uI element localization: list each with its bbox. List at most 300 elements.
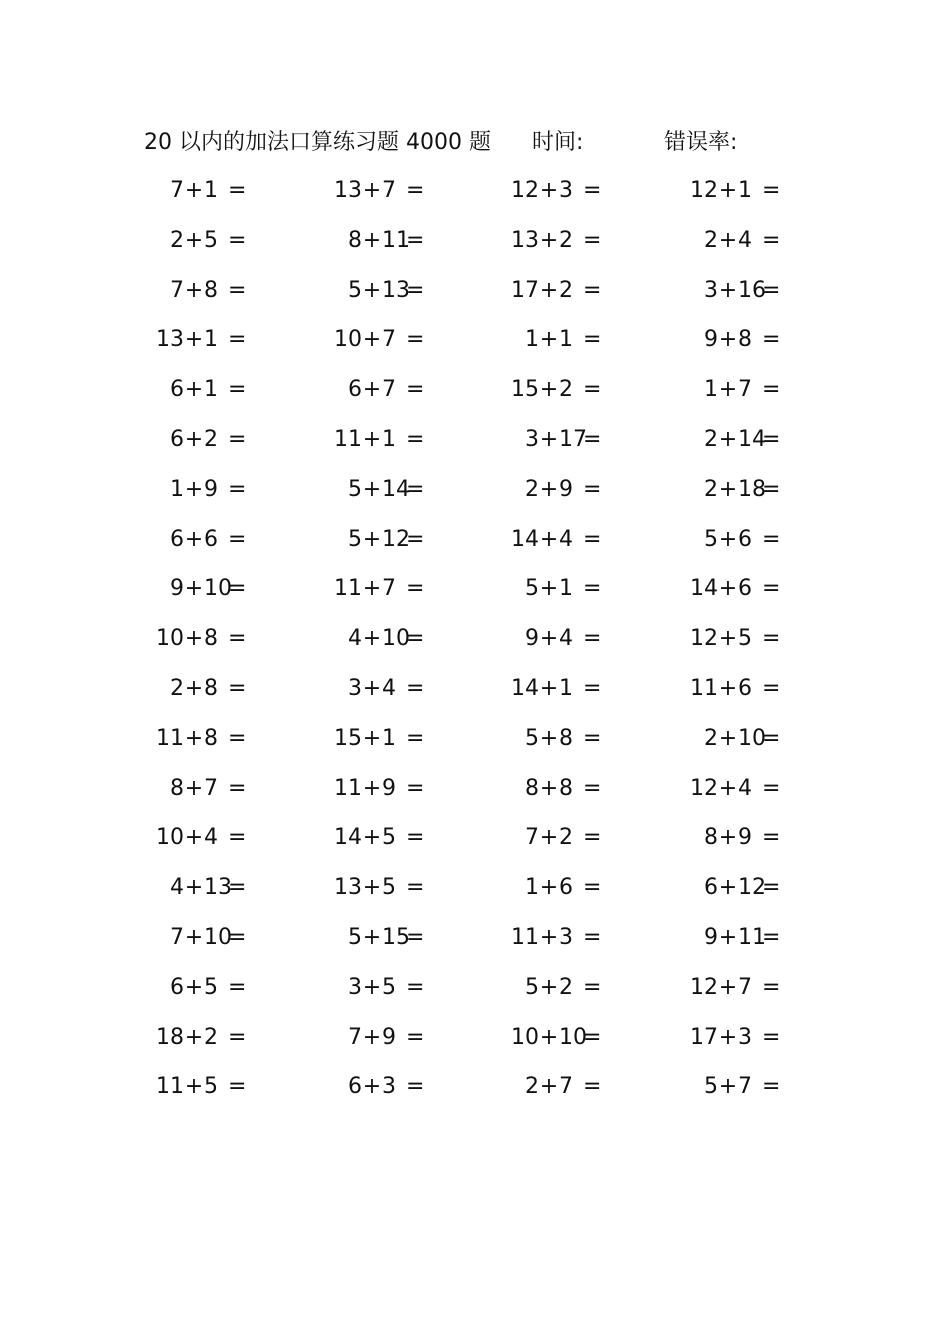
addition-problem <box>505 216 602 266</box>
equals-sign: = <box>228 1074 247 1100</box>
plus-sign: + <box>362 327 382 353</box>
plus-sign: + <box>539 526 559 552</box>
equals-sign: = <box>228 974 247 1000</box>
second-addend: 1 <box>559 676 573 701</box>
equals-sign: = <box>762 327 781 353</box>
problem-row <box>0 1062 950 1112</box>
plus-sign: + <box>362 576 382 602</box>
addition-problem <box>684 614 781 664</box>
addition-problem <box>505 266 602 316</box>
plus-sign: + <box>184 875 204 901</box>
plus-sign: + <box>362 476 382 502</box>
first-addend: 4 <box>348 626 362 652</box>
equals-sign: = <box>583 676 602 701</box>
second-addend: 2 <box>204 427 218 452</box>
first-addend: 14 <box>690 576 718 602</box>
addition-problem <box>684 913 781 963</box>
addition-problem <box>505 315 602 365</box>
first-addend: 5 <box>348 476 362 502</box>
equals-sign: = <box>583 925 602 950</box>
problem-row <box>0 863 950 913</box>
addition-problem <box>328 714 425 764</box>
plus-sign: + <box>184 178 204 203</box>
second-addend: 1 <box>382 427 396 452</box>
equals-sign: = <box>406 925 425 950</box>
first-addend: 12 <box>511 178 539 203</box>
equals-sign: = <box>583 476 602 502</box>
worksheet-title: 20 以内的加法口算练习题 4000 题 <box>144 130 491 155</box>
addition-problem <box>328 216 425 266</box>
second-addend: 3 <box>559 178 573 203</box>
first-addend: 2 <box>704 427 718 452</box>
addition-problem <box>328 365 425 415</box>
problem-row <box>0 266 950 316</box>
plus-sign: + <box>362 1024 382 1050</box>
first-addend: 10 <box>334 327 362 353</box>
plus-sign: + <box>539 725 559 751</box>
first-addend: 17 <box>511 277 539 303</box>
addition-problem <box>505 863 602 913</box>
first-addend: 7 <box>170 925 184 950</box>
first-addend: 3 <box>348 974 362 1000</box>
problem-row <box>0 465 950 515</box>
addition-problem <box>150 714 247 764</box>
first-addend: 14 <box>511 676 539 701</box>
second-addend: 9 <box>382 1024 396 1050</box>
second-addend: 2 <box>559 227 573 253</box>
plus-sign: + <box>539 875 559 901</box>
addition-problem <box>505 564 602 614</box>
addition-problem <box>150 1062 247 1112</box>
plus-sign: + <box>184 974 204 1000</box>
plus-sign: + <box>184 327 204 353</box>
plus-sign: + <box>539 925 559 950</box>
second-addend: 8 <box>738 327 752 353</box>
addition-problem <box>505 515 602 565</box>
plus-sign: + <box>184 1024 204 1050</box>
plus-sign: + <box>539 775 559 801</box>
plus-sign: + <box>718 227 738 253</box>
addition-problem <box>505 415 602 465</box>
problem-row <box>0 216 950 266</box>
first-addend: 18 <box>156 1024 184 1050</box>
plus-sign: + <box>362 974 382 1000</box>
plus-sign: + <box>539 277 559 303</box>
plus-sign: + <box>184 277 204 303</box>
plus-sign: + <box>362 277 382 303</box>
second-addend: 6 <box>738 676 752 701</box>
equals-sign: = <box>583 775 602 801</box>
first-addend: 6 <box>170 974 184 1000</box>
equals-sign: = <box>583 725 602 751</box>
equals-sign: = <box>406 526 425 552</box>
first-addend: 7 <box>348 1024 362 1050</box>
second-addend: 1 <box>204 178 218 203</box>
equals-sign: = <box>762 725 781 751</box>
first-addend: 8 <box>170 775 184 801</box>
equals-sign: = <box>762 825 781 851</box>
equals-sign: = <box>406 875 425 901</box>
first-addend: 11 <box>334 775 362 801</box>
addition-problem <box>150 365 247 415</box>
plus-sign: + <box>362 875 382 901</box>
plus-sign: + <box>539 626 559 652</box>
second-addend: 6 <box>204 526 218 552</box>
first-addend: 5 <box>348 277 362 303</box>
second-addend: 14 <box>738 427 766 452</box>
first-addend: 2 <box>170 227 184 253</box>
first-addend: 13 <box>511 227 539 253</box>
equals-sign: = <box>762 178 781 203</box>
addition-problem <box>150 764 247 814</box>
second-addend: 10 <box>204 576 232 602</box>
second-addend: 1 <box>559 327 573 353</box>
problem-row <box>0 365 950 415</box>
addition-problem <box>684 1062 781 1112</box>
second-addend: 10 <box>204 925 232 950</box>
second-addend: 1 <box>559 576 573 602</box>
addition-problem <box>328 1013 425 1063</box>
second-addend: 5 <box>204 1074 218 1100</box>
equals-sign: = <box>228 476 247 502</box>
equals-sign: = <box>406 227 425 253</box>
first-addend: 5 <box>525 974 539 1000</box>
second-addend: 8 <box>204 676 218 701</box>
plus-sign: + <box>362 227 382 253</box>
addition-problem <box>328 764 425 814</box>
equals-sign: = <box>583 626 602 652</box>
equals-sign: = <box>228 277 247 303</box>
equals-sign: = <box>406 725 425 751</box>
first-addend: 13 <box>156 327 184 353</box>
second-addend: 6 <box>738 526 752 552</box>
plus-sign: + <box>718 825 738 851</box>
problem-row <box>0 614 950 664</box>
addition-problem <box>150 913 247 963</box>
problem-row <box>0 813 950 863</box>
addition-problem <box>505 664 602 714</box>
equals-sign: = <box>406 775 425 801</box>
plus-sign: + <box>718 626 738 652</box>
addition-problem <box>684 515 781 565</box>
addition-problem <box>684 813 781 863</box>
second-addend: 3 <box>559 925 573 950</box>
plus-sign: + <box>539 1074 559 1100</box>
equals-sign: = <box>228 1024 247 1050</box>
plus-sign: + <box>184 227 204 253</box>
first-addend: 2 <box>170 676 184 701</box>
equals-sign: = <box>406 427 425 452</box>
addition-problem <box>505 963 602 1013</box>
equals-sign: = <box>583 327 602 353</box>
plus-sign: + <box>184 576 204 602</box>
second-addend: 16 <box>738 277 766 303</box>
equals-sign: = <box>583 427 602 452</box>
second-addend: 8 <box>204 277 218 303</box>
plus-sign: + <box>718 974 738 1000</box>
addition-problem <box>684 764 781 814</box>
second-addend: 2 <box>559 825 573 851</box>
plus-sign: + <box>362 178 382 203</box>
plus-sign: + <box>184 725 204 751</box>
plus-sign: + <box>718 377 738 403</box>
problem-row <box>0 963 950 1013</box>
plus-sign: + <box>718 576 738 602</box>
addition-problem <box>328 465 425 515</box>
addition-problem <box>150 963 247 1013</box>
second-addend: 13 <box>204 875 232 901</box>
addition-problem <box>150 166 247 216</box>
addition-problem <box>328 415 425 465</box>
second-addend: 5 <box>382 825 396 851</box>
addition-problem <box>150 1013 247 1063</box>
first-addend: 12 <box>690 626 718 652</box>
first-addend: 12 <box>690 775 718 801</box>
addition-problem <box>150 315 247 365</box>
addition-problem <box>328 166 425 216</box>
equals-sign: = <box>228 925 247 950</box>
plus-sign: + <box>539 825 559 851</box>
plus-sign: + <box>539 1024 559 1050</box>
addition-problem <box>684 1013 781 1063</box>
addition-problem <box>150 614 247 664</box>
plus-sign: + <box>718 676 738 701</box>
equals-sign: = <box>406 377 425 403</box>
plus-sign: + <box>184 825 204 851</box>
second-addend: 2 <box>559 974 573 1000</box>
addition-problem <box>684 365 781 415</box>
second-addend: 8 <box>559 725 573 751</box>
first-addend: 2 <box>704 725 718 751</box>
equals-sign: = <box>762 576 781 602</box>
equals-sign: = <box>762 227 781 253</box>
addition-problem <box>684 315 781 365</box>
equals-sign: = <box>228 227 247 253</box>
first-addend: 15 <box>511 377 539 403</box>
equals-sign: = <box>228 576 247 602</box>
equals-sign: = <box>583 1024 602 1050</box>
plus-sign: + <box>539 327 559 353</box>
equals-sign: = <box>583 277 602 303</box>
equals-sign: = <box>228 178 247 203</box>
equals-sign: = <box>762 626 781 652</box>
addition-problem <box>684 664 781 714</box>
addition-problem <box>505 1013 602 1063</box>
problem-row <box>0 1013 950 1063</box>
error-rate-label: 错误率: <box>664 130 738 155</box>
addition-problem <box>328 913 425 963</box>
second-addend: 8 <box>204 725 218 751</box>
plus-sign: + <box>362 725 382 751</box>
addition-problem <box>150 465 247 515</box>
equals-sign: = <box>228 427 247 452</box>
first-addend: 2 <box>525 476 539 502</box>
addition-problem <box>328 963 425 1013</box>
first-addend: 6 <box>348 377 362 403</box>
first-addend: 6 <box>170 377 184 403</box>
addition-problem <box>328 515 425 565</box>
plus-sign: + <box>184 676 204 701</box>
plus-sign: + <box>718 327 738 353</box>
first-addend: 11 <box>690 676 718 701</box>
addition-problem <box>150 664 247 714</box>
addition-problem <box>505 465 602 515</box>
first-addend: 9 <box>704 327 718 353</box>
equals-sign: = <box>228 725 247 751</box>
first-addend: 1 <box>525 875 539 901</box>
second-addend: 1 <box>382 725 396 751</box>
second-addend: 7 <box>382 377 396 403</box>
first-addend: 5 <box>704 1074 718 1100</box>
problem-row <box>0 315 950 365</box>
second-addend: 4 <box>559 526 573 552</box>
first-addend: 9 <box>525 626 539 652</box>
first-addend: 13 <box>334 875 362 901</box>
plus-sign: + <box>362 775 382 801</box>
addition-problem <box>505 614 602 664</box>
second-addend: 4 <box>382 676 396 701</box>
equals-sign: = <box>406 327 425 353</box>
equals-sign: = <box>762 427 781 452</box>
addition-problem <box>328 564 425 614</box>
problem-row <box>0 913 950 963</box>
addition-problem <box>684 216 781 266</box>
addition-problem <box>684 166 781 216</box>
addition-problem <box>505 764 602 814</box>
addition-problem <box>328 614 425 664</box>
problem-row <box>0 415 950 465</box>
first-addend: 12 <box>690 974 718 1000</box>
second-addend: 10 <box>738 725 766 751</box>
plus-sign: + <box>184 377 204 403</box>
equals-sign: = <box>762 377 781 403</box>
equals-sign: = <box>406 576 425 602</box>
second-addend: 9 <box>382 775 396 801</box>
equals-sign: = <box>762 676 781 701</box>
addition-problem <box>684 963 781 1013</box>
addition-problem <box>150 564 247 614</box>
addition-problem <box>684 863 781 913</box>
equals-sign: = <box>762 1024 781 1050</box>
first-addend: 10 <box>511 1024 539 1050</box>
addition-problem <box>150 863 247 913</box>
equals-sign: = <box>228 875 247 901</box>
equals-sign: = <box>583 875 602 901</box>
plus-sign: + <box>362 1074 382 1100</box>
second-addend: 2 <box>204 1024 218 1050</box>
equals-sign: = <box>583 526 602 552</box>
addition-problem <box>150 415 247 465</box>
plus-sign: + <box>539 427 559 452</box>
equals-sign: = <box>762 875 781 901</box>
second-addend: 5 <box>738 626 752 652</box>
first-addend: 7 <box>170 178 184 203</box>
plus-sign: + <box>539 576 559 602</box>
first-addend: 7 <box>170 277 184 303</box>
first-addend: 9 <box>704 925 718 950</box>
first-addend: 5 <box>525 576 539 602</box>
addition-problem <box>328 813 425 863</box>
equals-sign: = <box>406 825 425 851</box>
problem-row <box>0 564 950 614</box>
plus-sign: + <box>718 775 738 801</box>
addition-problem <box>505 166 602 216</box>
first-addend: 8 <box>525 775 539 801</box>
first-addend: 2 <box>704 227 718 253</box>
second-addend: 11 <box>382 227 410 253</box>
first-addend: 11 <box>511 925 539 950</box>
equals-sign: = <box>583 377 602 403</box>
plus-sign: + <box>362 377 382 403</box>
first-addend: 2 <box>525 1074 539 1100</box>
equals-sign: = <box>583 825 602 851</box>
second-addend: 11 <box>738 925 766 950</box>
addition-problem <box>684 465 781 515</box>
equals-sign: = <box>228 526 247 552</box>
second-addend: 1 <box>204 377 218 403</box>
first-addend: 6 <box>348 1074 362 1100</box>
addition-problem <box>150 216 247 266</box>
second-addend: 7 <box>738 1074 752 1100</box>
equals-sign: = <box>583 576 602 602</box>
second-addend: 6 <box>738 576 752 602</box>
second-addend: 5 <box>382 875 396 901</box>
equals-sign: = <box>406 1024 425 1050</box>
plus-sign: + <box>718 1024 738 1050</box>
first-addend: 13 <box>334 178 362 203</box>
second-addend: 14 <box>382 476 410 502</box>
first-addend: 10 <box>156 825 184 851</box>
second-addend: 4 <box>738 775 752 801</box>
first-addend: 8 <box>704 825 718 851</box>
plus-sign: + <box>718 277 738 303</box>
second-addend: 7 <box>382 327 396 353</box>
plus-sign: + <box>539 178 559 203</box>
second-addend: 17 <box>559 427 587 452</box>
equals-sign: = <box>762 974 781 1000</box>
equals-sign: = <box>583 178 602 203</box>
plus-sign: + <box>362 626 382 652</box>
worksheet-header <box>144 126 784 160</box>
first-addend: 1 <box>170 476 184 502</box>
second-addend: 8 <box>204 626 218 652</box>
plus-sign: + <box>718 925 738 950</box>
second-addend: 18 <box>738 476 766 502</box>
first-addend: 12 <box>690 178 718 203</box>
plus-sign: + <box>184 427 204 452</box>
second-addend: 6 <box>559 875 573 901</box>
second-addend: 1 <box>738 178 752 203</box>
addition-problem <box>505 913 602 963</box>
addition-problem <box>150 813 247 863</box>
equals-sign: = <box>762 476 781 502</box>
addition-problem <box>684 714 781 764</box>
addition-problem <box>505 714 602 764</box>
second-addend: 9 <box>738 825 752 851</box>
equals-sign: = <box>583 227 602 253</box>
problem-row <box>0 764 950 814</box>
first-addend: 3 <box>525 427 539 452</box>
first-addend: 3 <box>704 277 718 303</box>
first-addend: 2 <box>704 476 718 502</box>
first-addend: 11 <box>156 725 184 751</box>
addition-problem <box>328 664 425 714</box>
plus-sign: + <box>539 676 559 701</box>
equals-sign: = <box>762 526 781 552</box>
plus-sign: + <box>718 526 738 552</box>
equals-sign: = <box>406 974 425 1000</box>
addition-problem <box>328 863 425 913</box>
